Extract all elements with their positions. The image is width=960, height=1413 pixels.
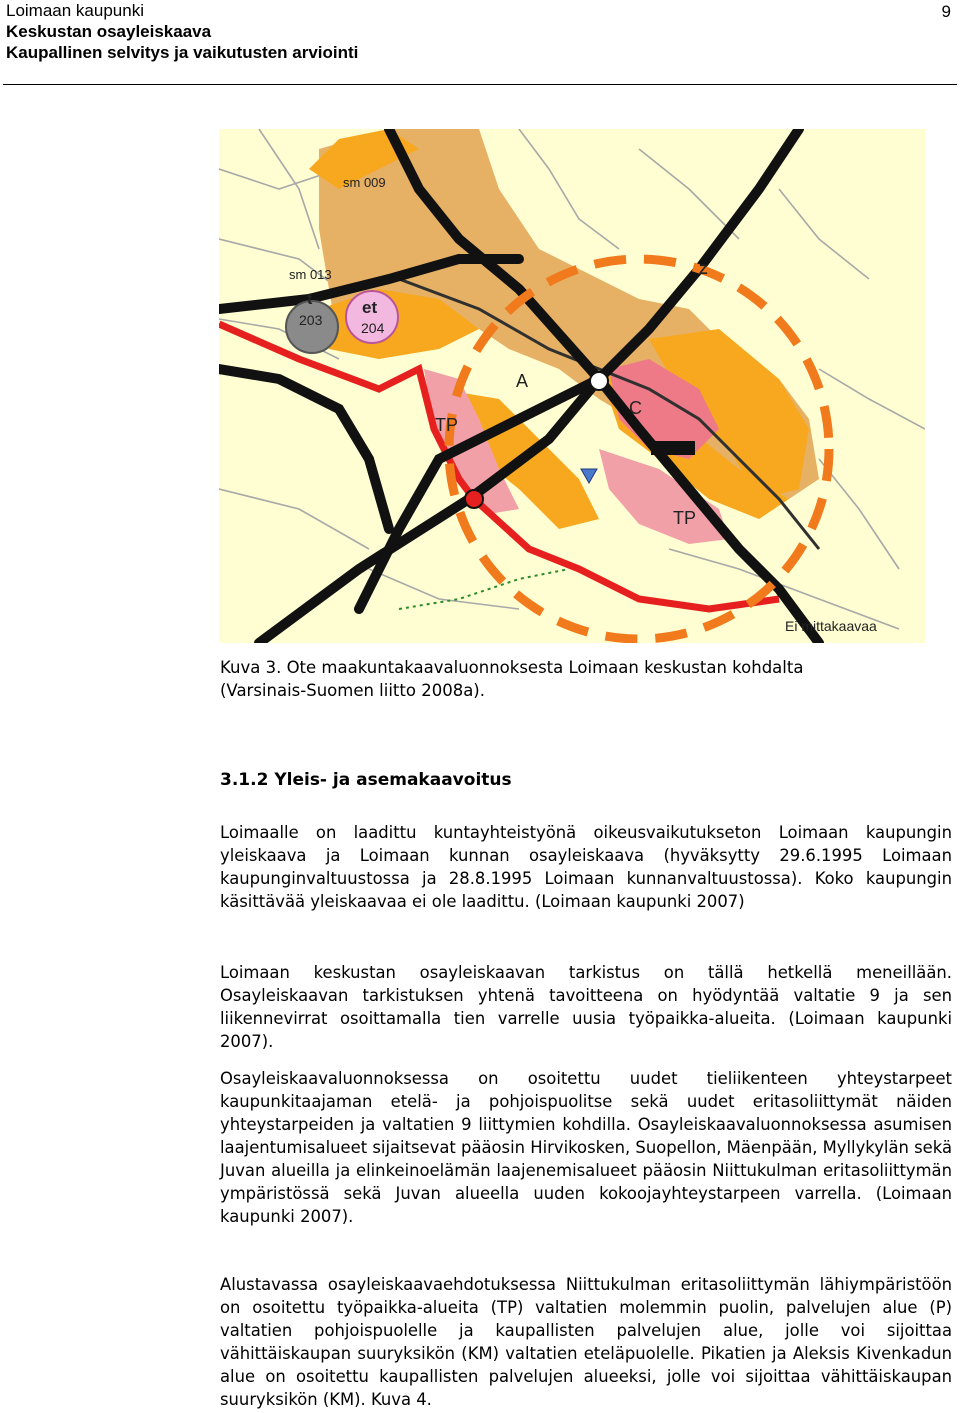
paragraph-4: Alustavassa osayleiskaavaehdotuksessa Niittukulman eritasoliittymän lähiympäristöön on osoitettu työpaikka-alueita (TP) valtatien molemmin puolin, palvelujen alue (P) valtatien pohjoispuolelle ja kaupallisten palvelujen alue, jolle voi sijoittaa vähittäiskaupan suuryksikön (KM) valtatien eteläpuolelle. Pikatien ja Aleksis Kivenkadun alue on osoitettu kaupallisten palvelujen alueeksi, jolle voi sijoittaa vähittäiskaupan suuryksikön (KM). Kuva 4. [220, 1275, 952, 1409]
page-number: 9 [941, 2, 951, 21]
scale-note: Ei mittakaavaa [785, 618, 877, 634]
label-et: et [362, 298, 378, 317]
paragraph-2: Loimaan keskustan osayleiskaavan tarkistus on tällä hetkellä meneillään. Osayleiskaavan tarkistuksen yhtenä tavoitteena on hyödyntää valtatie 9 ja sen liikennevirrat osoittamalla tien varrelle uusia työpaikka-alueita. (Loimaan kaupunki 2007). [220, 963, 952, 1051]
label-203: 203 [299, 312, 323, 328]
label-204: 204 [361, 320, 385, 336]
header-plan-name: Keskustan osayleiskaava [6, 22, 212, 41]
figure-caption [220, 656, 940, 702]
station-marker [651, 441, 695, 455]
label-tp-left: TP [435, 415, 459, 435]
caption-line-2: (Varsinais-Suomen liitto 2008a). [220, 681, 485, 700]
header-report-title: Kaupallinen selvitys ja vaikutusten arviointi [6, 43, 359, 62]
label-tp-right: TP [673, 508, 697, 528]
label-sm009: sm 009 [343, 175, 386, 190]
caption-line-1: Kuva 3. Ote maakuntakaavaluonnoksesta Loimaan keskustan kohdalta [220, 658, 804, 677]
plan-map [219, 129, 925, 643]
label-c: C [629, 398, 642, 418]
label-a: A [516, 371, 529, 391]
header-divider [3, 84, 957, 85]
paragraph-3: Osayleiskaavaluonnoksessa on osoitettu uudet tieliikenteen yhteystarpeet kaupunkitaajaman etelä- ja pohjoispuolitse sekä uudet eritasoliittymät näiden yhteystarpeiden ja valtatien 9 liittymien kohdilla. Osayleiskaavaluonnoksessa asumisen laajentumisalueet sijaitsevat pääosin Hirvikosken, Suopellon, Mäenpään, Myllykylän sekä Juvan alueilla ja elinkeinoelämän laajenemisalueet pääosin Niittukulman eritasoliittymän ympäristössä sekä Juvan alueella uuden kokoojayhteystarpeen varrella. (Loimaan kaupunki 2007). [220, 1069, 952, 1226]
label-sm013: sm 013 [289, 267, 332, 282]
label-t: t [307, 291, 313, 308]
label-z: Z [699, 261, 708, 277]
junction-marker [590, 372, 608, 390]
section-heading: 3.1.2 Yleis- ja asemakaavoitus [220, 770, 512, 790]
junction-marker [465, 490, 483, 508]
paragraph-1: Loimaalle on laadittu kuntayhteistyönä oikeusvaikutukseton Loimaan kaupungin yleiskaava ja Loimaan kunnan osayleiskaava (hyväksytty 29.6.1995 Loimaan kaupunginvaltuustossa ja 28.8.1995 Loimaan kunnanvaltuustossa). Koko kaupungin käsittävää yleiskaavaa ei ole laadittu. (Loimaan kaupunki 2007) [220, 823, 952, 911]
header-organization: Loimaan kaupunki [6, 1, 144, 20]
